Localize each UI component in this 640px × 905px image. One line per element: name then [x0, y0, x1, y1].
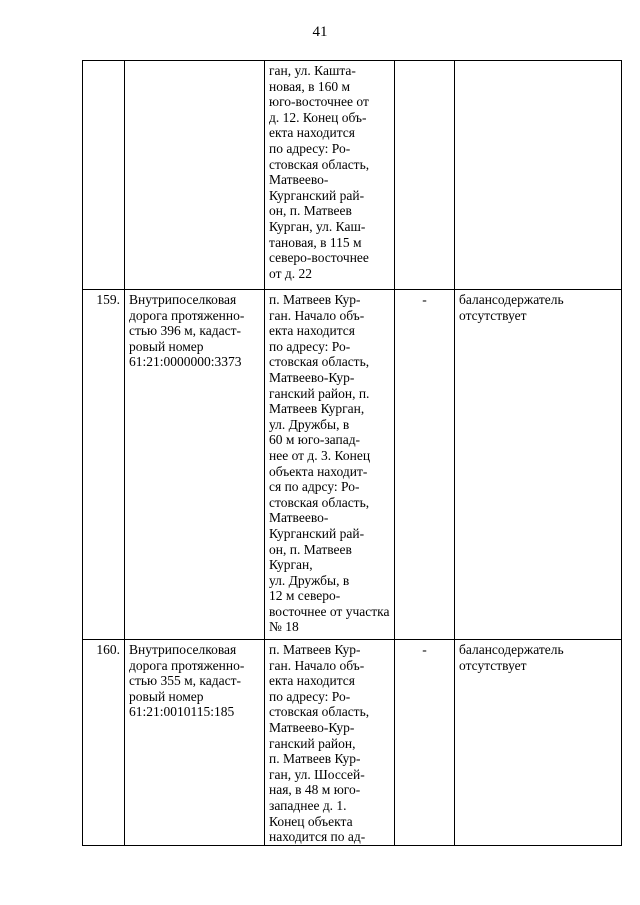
text-line: стовская область, [269, 704, 370, 720]
text-line: дорога протяженно- [129, 657, 245, 673]
text-line: д. 12. Конец объ- [269, 109, 367, 125]
text-line: юго-восточнее от [269, 94, 369, 110]
text-line: Внутрипоселковая [129, 292, 237, 307]
object-description [125, 61, 265, 290]
text-line: екта находится [269, 673, 355, 689]
text-line: Матвеево-Кур- [269, 369, 355, 385]
text-line: Курган, ул. Каш- [269, 218, 366, 234]
text-line: п. Матвеев Кур- [269, 292, 361, 307]
text-line: Матвеево- [269, 172, 329, 188]
text-line: Матвеев Курган, [269, 401, 365, 417]
text-line: тановая, в 115 м [269, 234, 362, 250]
text-line: ул. Дружбы, в [269, 572, 350, 588]
text-line: нее от д. 3. Конец [269, 447, 371, 463]
object-location [265, 290, 395, 640]
text-line: 61:21:0010115:185 [129, 704, 235, 720]
text-line: стовская область, [269, 156, 370, 172]
row-number: 160. [83, 640, 125, 846]
text-line: Курганский рай- [269, 187, 365, 203]
object-description [125, 290, 265, 640]
text-line: по адресу: Ро- [269, 140, 351, 156]
table-row [83, 640, 622, 846]
text-line: он, п. Матвеев [269, 203, 352, 219]
text-line: № 18 [269, 619, 299, 635]
text-line: находится по ад- [269, 829, 366, 845]
text-line: екта находится [269, 125, 355, 141]
text-line: стовская область, [269, 354, 370, 370]
text-line: п. Матвеев Кур- [269, 642, 361, 657]
text-line: новая, в 160 м [269, 78, 351, 94]
text-line: Курган, [269, 557, 313, 573]
text-line: ган, ул. Кашта- [269, 63, 356, 78]
balance-holder [455, 61, 622, 290]
text-line: северо-восточнее [269, 250, 369, 266]
object-location [265, 640, 395, 846]
object-description [125, 640, 265, 846]
balance-holder [455, 640, 622, 846]
text-line: ганский район, п. [269, 385, 370, 401]
text-line: ная, в 48 м юго- [269, 782, 361, 798]
text-line: балансодержатель [459, 292, 564, 307]
dash-cell: - [395, 290, 455, 640]
text-line: восточнее от участка [269, 603, 390, 619]
text-line: по адресу: Ро- [269, 688, 351, 704]
text-line: Внутрипоселковая [129, 642, 237, 657]
registry-table [82, 60, 622, 846]
row-number: 159. [83, 290, 125, 640]
text-line: Курганский рай- [269, 525, 365, 541]
text-line: п. Матвеев Кур- [269, 751, 361, 767]
table-row [83, 290, 622, 640]
text-line: Матвеево-Кур- [269, 719, 355, 735]
text-line: ган. Начало объ- [269, 307, 365, 323]
text-line: объекта находит- [269, 463, 368, 479]
object-location [265, 61, 395, 290]
text-line: балансодержатель [459, 642, 564, 657]
text-line: отсутствует [459, 657, 527, 673]
text-line: 12 м северо- [269, 588, 341, 604]
text-line: западнее д. 1. [269, 797, 347, 813]
text-line: 60 м юго-запад- [269, 432, 361, 448]
registry-body [83, 61, 622, 846]
text-line: ровый номер [129, 338, 204, 354]
text-line: 61:21:0000000:3373 [129, 354, 242, 370]
text-line: екта находится [269, 323, 355, 339]
text-line: он, п. Матвеев [269, 541, 352, 557]
row-number [83, 61, 125, 290]
text-line: ровый номер [129, 688, 204, 704]
dash-cell: - [395, 640, 455, 846]
text-line: ган. Начало объ- [269, 657, 365, 673]
text-line: ганский район, [269, 735, 356, 751]
text-line: Матвеево- [269, 510, 329, 526]
text-line: отсутствует [459, 307, 527, 323]
page-number: 41 [312, 24, 328, 40]
text-line: от д. 22 [269, 265, 312, 281]
text-line: стовская область, [269, 494, 370, 510]
text-line: по адресу: Ро- [269, 338, 351, 354]
table-row [83, 61, 622, 290]
text-line: Конец объекта [269, 813, 353, 829]
text-line: ган, ул. Шоссей- [269, 766, 365, 782]
text-line: стью 396 м, кадаст- [129, 323, 242, 339]
text-line: стью 355 м, кадаст- [129, 673, 242, 689]
text-line: дорога протяженно- [129, 307, 245, 323]
dash-cell [395, 61, 455, 290]
text-line: ся по адрсу: Ро- [269, 479, 360, 495]
text-line: ул. Дружбы, в [269, 416, 350, 432]
balance-holder [455, 290, 622, 640]
